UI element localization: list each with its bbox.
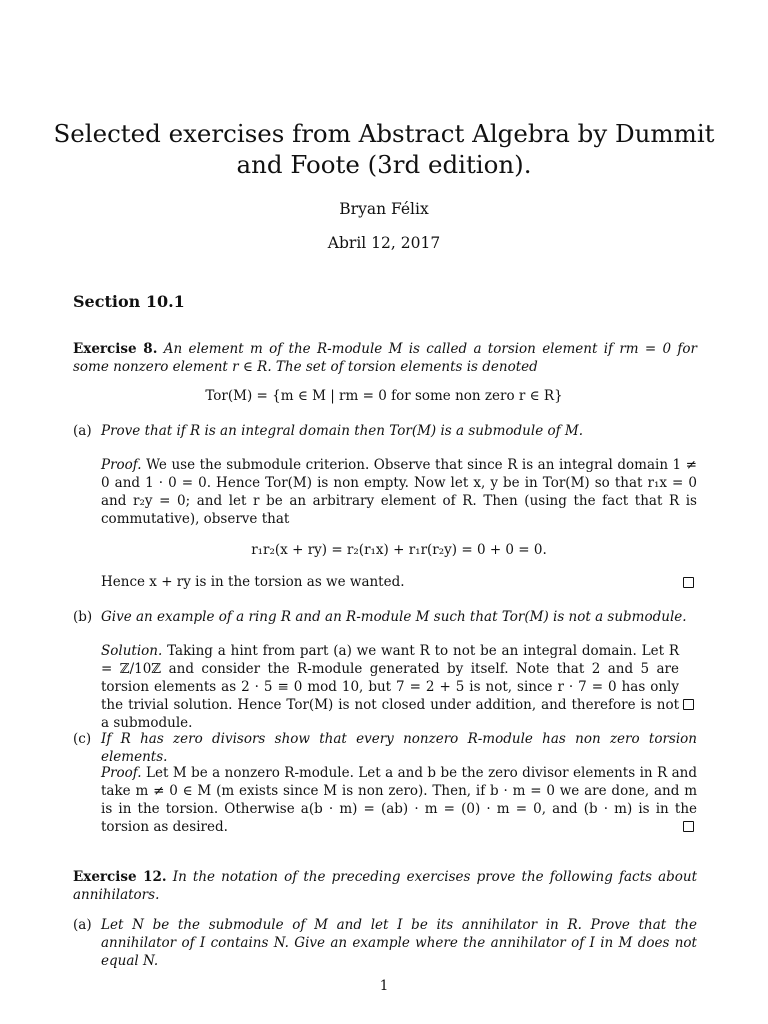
- qed-box: [683, 699, 694, 710]
- proof-label: Proof.: [101, 765, 142, 781]
- part-a-proof: [101, 456, 697, 528]
- part-a-display-equation: r₁r₂(x + ry) = r₂(r₁x) + r₁r(r₂y) = 0 + 0 = 0.: [251, 542, 547, 558]
- exercise-8-text: An element m of the R-module M is called a torsion element if rm = 0 for some nonzero element r ∈ R. The set of torsion elements is denoted: [73, 341, 698, 375]
- part-a-question: Prove that if R is an integral domain then Tor(M) is a submodule of M.: [101, 423, 584, 439]
- author: Bryan Félix: [339, 200, 429, 218]
- exercise-8-statement: [73, 340, 697, 376]
- exercise-12-text: In the notation of the preceding exercises prove the following facts about annihilators.: [73, 869, 698, 903]
- part-c-proof: [101, 764, 697, 836]
- part-a-label: (a): [73, 423, 92, 439]
- solution-body: Taking a hint from part (a) we want R to not be an integral domain. Let R = ℤ/10ℤ and consider the R-module generated by itself. Note that 2 and 5 are torsion elements as 2 · 5 ≡ 0 mod 10, but 7 = 2 + 5 is not, since r · 7 = 0 has only the trivial solution. Hence Tor(M) is not closed under addition, and therefore is not a submodule.: [101, 643, 680, 731]
- part-b-solution: [101, 642, 679, 732]
- page-number: 1: [379, 978, 389, 994]
- solution-label: Solution.: [101, 643, 163, 659]
- part-b-label: (b): [73, 609, 93, 625]
- paper-title: [40, 118, 728, 180]
- proof-body: Let M be a nonzero R-module. Let a and b be the zero divisor elements in R and take m ≠ 0 ∈ M (m exists since M is non zero). Then, if b · m = 0 we are done, and m is in the torsion. Otherwise a(b · m) = (ab) · m = (0) · m = 0, and (b · m) is in the torsion as desired.: [101, 765, 698, 835]
- exercise-8-label: Exercise 8.: [73, 341, 158, 357]
- ex12-part-a-label: (a): [73, 917, 92, 933]
- title-line-1: Selected exercises from Abstract Algebra by Dummit: [53, 119, 715, 148]
- part-a-conclusion: Hence x + ry is in the torsion as we wanted.: [101, 574, 405, 590]
- proof-body: We use the submodule criterion. Observe that since R is an integral domain 1 ≠ 0 and 1 · 0 = 0. Hence Tor(M) is non empty. Now let x, y be in Tor(M) so that r₁x = 0 and r₂y = 0; and let r be an arbitrary element of R. Then (using the fact that R is commutative), observe that: [101, 457, 697, 527]
- date: Abril 12, 2017: [327, 234, 441, 252]
- section-heading: Section 10.1: [73, 292, 185, 311]
- part-c-question: If R has zero divisors show that every nonzero R-module has non zero torsion elements.: [101, 731, 697, 765]
- title-line-2: and Foote (3rd edition).: [236, 150, 532, 179]
- part-c-label: (c): [73, 731, 92, 747]
- proof-label: Proof.: [101, 457, 142, 473]
- qed-box: [683, 821, 694, 832]
- exercise-12-statement: [73, 868, 697, 904]
- ex12-part-a-question: Let N be the submodule of M and let I be its annihilator in R. Prove that the annihilator of I contains N. Give an example where the annihilator of I in M does not equal N.: [101, 917, 697, 969]
- exercise-12-label: Exercise 12.: [73, 869, 167, 885]
- part-b-question: Give an example of a ring R and an R-module M such that Tor(M) is not a submodule.: [101, 609, 687, 625]
- qed-box: [683, 577, 694, 588]
- torsion-definition: Tor(M) = {m ∈ M | rm = 0 for some non zero r ∈ R}: [205, 388, 563, 404]
